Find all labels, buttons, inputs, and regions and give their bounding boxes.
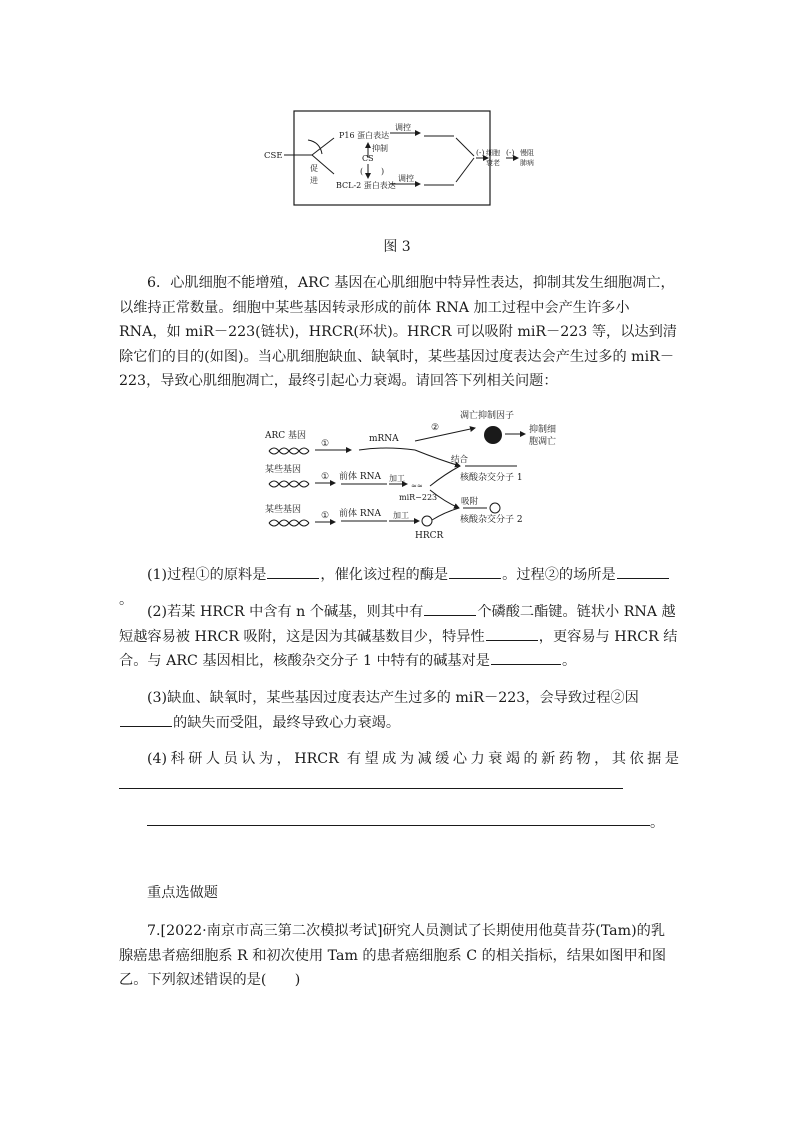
q6-sub1-b: ，催化该过程的酶是 [320, 567, 449, 583]
p16-label: P16 蛋白表达 [339, 131, 390, 140]
q7-text: 7.[2022·南京市高三第二次模拟考试]研究人员测试了长期使用他莫昔芬(Tam)的乳腺癌患者癌细胞系 R 和初次使用 Tam 的患者癌细胞系 C 的相关指标，结果如图甲和图乙。下列叙述错误的是( ) [119, 923, 667, 988]
mir223-icon: ≈≈ [411, 482, 423, 490]
answer-line-4b[interactable] [147, 825, 650, 826]
mrna-label: mRNA [369, 434, 399, 444]
regulate-bottom-label: 调控 [398, 174, 414, 183]
hybrid2-label: 核酸杂交分子 2 [460, 515, 523, 525]
paren-close: ) [381, 167, 385, 176]
apoptosis-inhibitor-icon [484, 426, 502, 444]
hrcr-icon [422, 516, 432, 526]
cell-senescence-1: 细胞 [486, 149, 500, 157]
cse-label: CSE [264, 151, 283, 161]
minus-label-2: (-) [506, 148, 515, 157]
minus-label-1: (-) [476, 148, 485, 157]
answer-blank-2b[interactable] [486, 626, 538, 641]
step2-label: ② [431, 423, 440, 433]
answer-blank-2c[interactable] [491, 650, 561, 665]
paren-open: ( [360, 167, 364, 176]
answer-line-period: 。 [650, 815, 665, 831]
answer-line-4a[interactable] [119, 788, 623, 789]
mir223-label: miR−223 [399, 493, 438, 502]
pre-rna-label-1: 前体 RNA [339, 472, 382, 482]
some-gene-label-2: 某些基因 [265, 505, 302, 515]
step1-c-label: ① [321, 511, 330, 521]
figure-q6-diagram [255, 408, 585, 543]
q6-sub2-a: (2)若某 HRCR 中含有 n 个碱基，则其中有 [147, 604, 424, 620]
answer-blank-3[interactable] [120, 712, 172, 727]
q6-sub1-a: (1)过程①的原料是 [147, 567, 267, 583]
q6-sub4: (4)科研人员认为，HRCR 有望成为减缓心力衰竭的新药物，其依据是 [147, 751, 679, 767]
some-gene-label-1: 某些基因 [265, 465, 302, 475]
figure-3-diagram [250, 108, 550, 208]
process-label-1: 加工 [389, 474, 405, 483]
promote-label-2: 进 [310, 176, 318, 185]
adsorb-label: 吸附 [461, 497, 479, 507]
hrcr-label: HRCR [415, 531, 444, 541]
q6-sub2-c: ，更容易与 HRCR 结合。与 ARC 基因相比，核酸杂交分子 1 中特有的碱基对是 [119, 628, 678, 669]
figure-3-caption: 图 3 [383, 239, 411, 255]
promote-label-1: 促 [310, 164, 318, 173]
copd-label-2: 肺病 [520, 159, 534, 167]
answer-blank-1b[interactable] [449, 564, 501, 579]
copd-label-1: 慢阻 [520, 149, 534, 157]
q6-sub2 [119, 600, 679, 674]
q6-sub1-d: 。 [119, 591, 134, 608]
q6-sub3-b: 的缺失而受阻，最终导致心力衰竭。 [173, 714, 401, 731]
bcl2-label: BCL-2 蛋白表达 [336, 181, 396, 190]
pre-rna-label-2: 前体 RNA [339, 509, 382, 519]
hybrid2-icon [490, 503, 500, 513]
cs-label: CS [362, 154, 374, 163]
hybrid1-label: 核酸杂交分子 1 [460, 473, 523, 483]
q6-sub3-a: (3)缺血、缺氧时，某些基因过度表达产生过多的 miR－223，会导致过程②因 [147, 690, 639, 706]
answer-blank-2a[interactable] [424, 601, 476, 616]
arc-gene-label: ARC 基因 [265, 431, 307, 441]
inhibit-apoptosis-label-1: 抑制细 [529, 425, 557, 435]
q6-sub2-b: 个磷酸二酯键。链状小 RNA 越短越容易被 HRCR 吸附，这是因为其碱基数目少，特异性 [119, 604, 676, 645]
section-title: 重点选做题 [147, 885, 218, 901]
answer-blank-1c[interactable] [617, 564, 669, 579]
cell-senescence-2: 衰老 [486, 159, 500, 167]
regulate-top-label: 调控 [395, 123, 411, 132]
answer-blank-1a[interactable] [267, 564, 319, 579]
combine-label: 结合 [451, 455, 469, 465]
process-label-2: 加工 [393, 511, 409, 520]
inhibit-apoptosis-label-2: 胞凋亡 [529, 437, 557, 447]
q6-sub3 [119, 686, 679, 735]
step1-a-label: ① [321, 439, 330, 449]
figure-3-frame [294, 111, 490, 205]
q6-sub2-d: 。 [561, 653, 577, 669]
apoptosis-inhibitor-label: 凋亡抑制因子 [460, 411, 515, 421]
inhibit-label: 抑制 [372, 144, 388, 153]
q6-intro: 6．心肌细胞不能增殖，ARC 基因在心肌细胞中特异性表达，抑制其发生细胞凋亡，以维持正常数量。细胞中某些基因转录形成的前体 RNA 加工过程中会产生许多小 RNA，如 miR－223(链状)，HRCR(环状)。HRCR 可以吸附 miR－223 等，以达到清除它们的目的(如图)。当心肌细胞缺血、缺氧时，某些基因过度表达会产生过多的 miR－223，导致心肌细胞凋亡，最终引起心力衰竭。请回答下列相关问题： [119, 275, 677, 389]
q6-sub1-c: 。过程②的场所是 [502, 567, 616, 583]
step1-b-label: ① [321, 472, 330, 482]
